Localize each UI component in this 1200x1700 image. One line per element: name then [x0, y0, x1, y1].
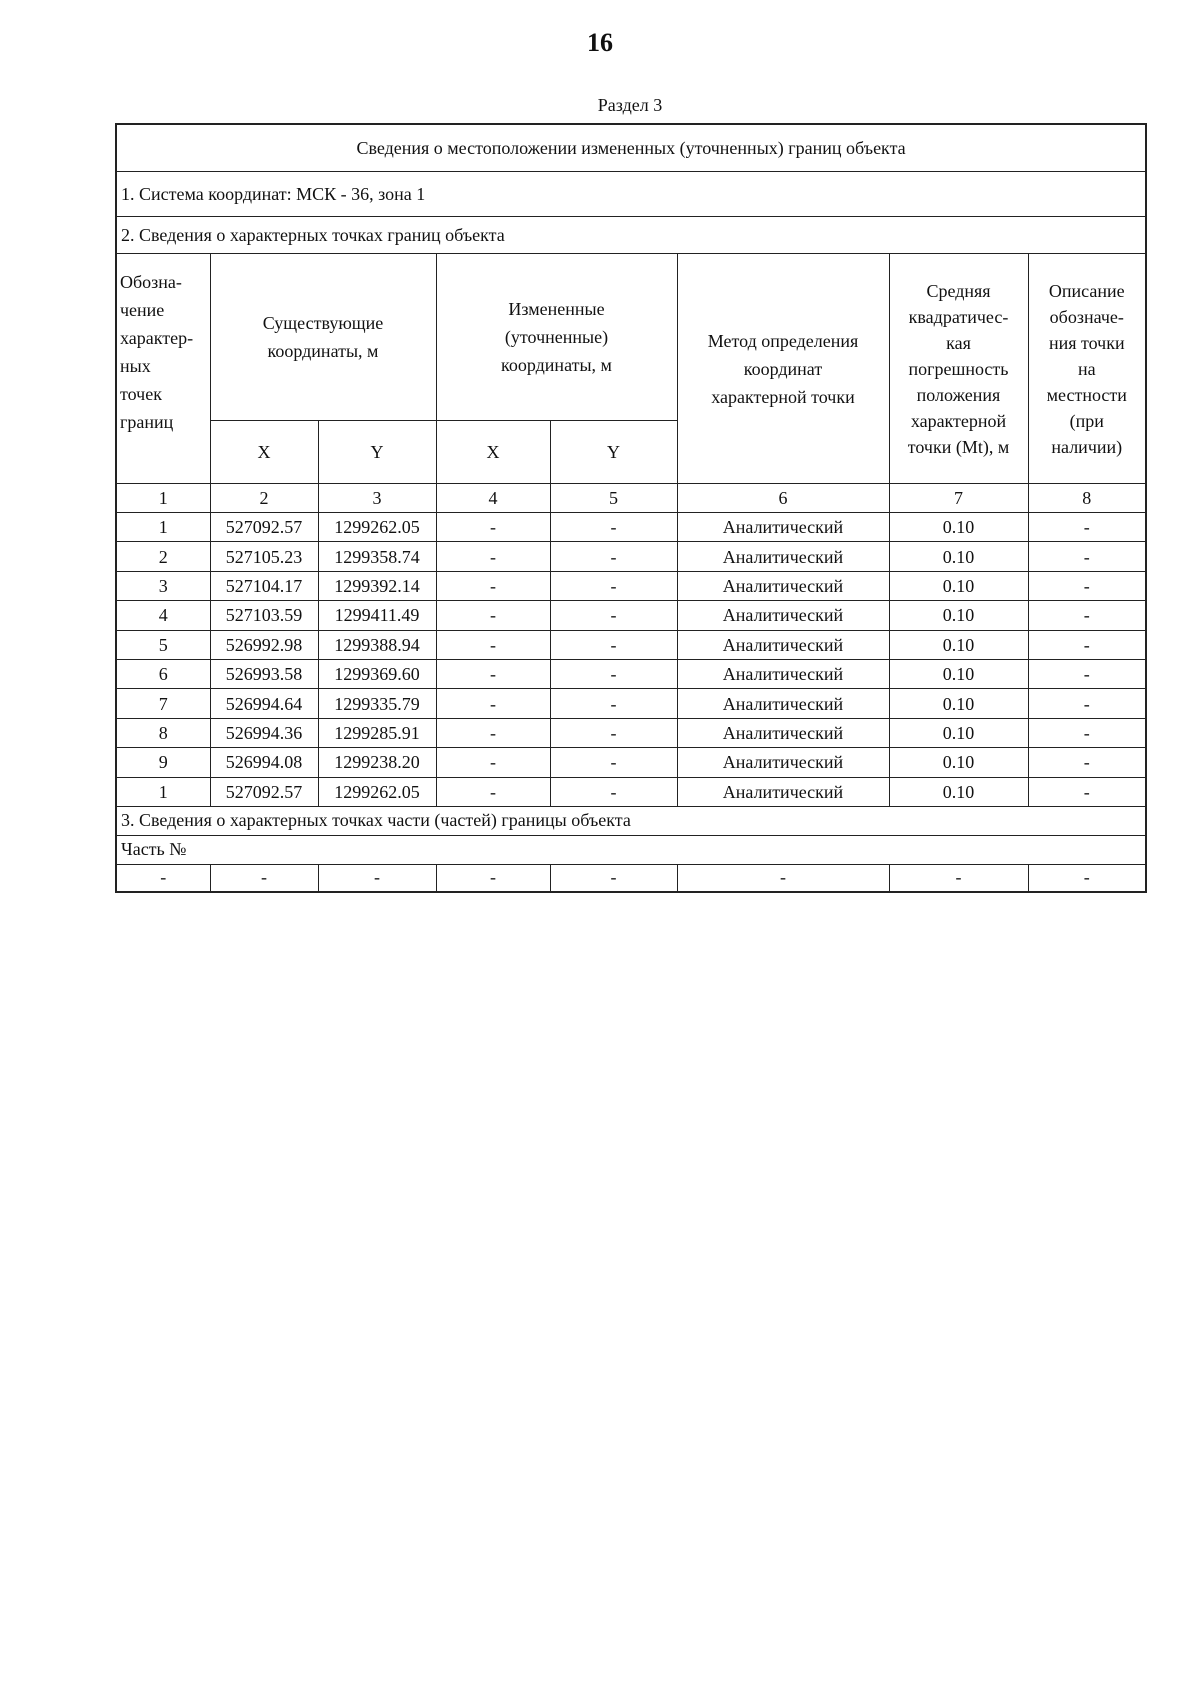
point-number-cell: 2 [116, 542, 210, 571]
changed-y-cell: - [550, 777, 677, 806]
point-number-cell: - [116, 864, 210, 892]
table-row [116, 748, 1146, 777]
method-cell: - [677, 864, 889, 892]
column-number-row [116, 484, 1146, 513]
column-number: 6 [677, 484, 889, 513]
point-description-cell: - [1028, 748, 1146, 777]
existing-x-cell: 527103.59 [210, 601, 318, 630]
part-label: Часть № [116, 835, 1146, 864]
existing-x-cell: 527105.23 [210, 542, 318, 571]
existing-y-cell: 1299411.49 [318, 601, 436, 630]
existing-y-cell: 1299262.05 [318, 513, 436, 542]
changed-x-cell: - [436, 513, 550, 542]
mean-square-error-cell: - [889, 864, 1028, 892]
table-row [116, 571, 1146, 600]
mean-square-error-cell: 0.10 [889, 542, 1028, 571]
changed-y-cell: - [550, 542, 677, 571]
part-rows [116, 864, 1146, 892]
point-description-cell: - [1028, 571, 1146, 600]
header-existing-coordinates: Существующие координаты, м [210, 254, 436, 421]
mean-square-error-cell: 0.10 [889, 777, 1028, 806]
part-table-row [116, 864, 1146, 892]
column-number: 4 [436, 484, 550, 513]
changed-y-cell: - [550, 513, 677, 542]
changed-x-cell: - [436, 689, 550, 718]
table-row [116, 659, 1146, 688]
point-description-cell: - [1028, 864, 1146, 892]
data-rows [116, 513, 1146, 807]
mean-square-error-cell: 0.10 [889, 601, 1028, 630]
changed-y-cell: - [550, 630, 677, 659]
changed-y-cell: - [550, 659, 677, 688]
column-number: 1 [116, 484, 210, 513]
table-row [116, 542, 1146, 571]
column-number: 2 [210, 484, 318, 513]
existing-x-cell: 527092.57 [210, 513, 318, 542]
header-existing-y: Y [318, 421, 436, 484]
existing-y-cell: 1299262.05 [318, 777, 436, 806]
method-cell: Аналитический [677, 513, 889, 542]
header-changed-x: X [436, 421, 550, 484]
changed-x-cell: - [436, 630, 550, 659]
changed-y-cell: - [550, 601, 677, 630]
changed-x-cell: - [436, 718, 550, 747]
existing-y-cell: 1299388.94 [318, 630, 436, 659]
section-label: Раздел 3 [597, 95, 663, 115]
point-number-cell: 8 [116, 718, 210, 747]
changed-x-cell: - [436, 542, 550, 571]
existing-x-cell: 526993.58 [210, 659, 318, 688]
point-number-cell: 1 [116, 777, 210, 806]
existing-x-cell: 526992.98 [210, 630, 318, 659]
point-number-cell: 4 [116, 601, 210, 630]
existing-x-cell: - [210, 864, 318, 892]
header-point-designation: Обозна- чение характер- ных точек границ [116, 254, 210, 484]
point-number-cell: 7 [116, 689, 210, 718]
changed-x-cell: - [436, 659, 550, 688]
point-description-cell: - [1028, 630, 1146, 659]
existing-x-cell: 526994.08 [210, 748, 318, 777]
changed-x-cell: - [436, 571, 550, 600]
boundary-points-table [115, 123, 1147, 893]
existing-x-cell: 526994.36 [210, 718, 318, 747]
column-number: 7 [889, 484, 1028, 513]
mean-square-error-cell: 0.10 [889, 513, 1028, 542]
page-number: 16 [587, 28, 613, 57]
changed-y-cell: - [550, 689, 677, 718]
point-description-cell: - [1028, 689, 1146, 718]
changed-y-cell: - [550, 864, 677, 892]
existing-y-cell: 1299392.14 [318, 571, 436, 600]
table-row [116, 777, 1146, 806]
method-cell: Аналитический [677, 601, 889, 630]
header-description: Описание обозначе- ния точки на местности (при наличии) [1028, 254, 1146, 484]
method-cell: Аналитический [677, 630, 889, 659]
column-number: 8 [1028, 484, 1146, 513]
changed-y-cell: - [550, 748, 677, 777]
existing-y-cell: 1299285.91 [318, 718, 436, 747]
header-changed-y: Y [550, 421, 677, 484]
mean-square-error-cell: 0.10 [889, 689, 1028, 718]
mean-square-error-cell: 0.10 [889, 571, 1028, 600]
column-number: 5 [550, 484, 677, 513]
existing-x-cell: 527104.17 [210, 571, 318, 600]
changed-x-cell: - [436, 748, 550, 777]
table-row [116, 630, 1146, 659]
changed-x-cell: - [436, 777, 550, 806]
changed-y-cell: - [550, 718, 677, 747]
existing-y-cell: - [318, 864, 436, 892]
mean-square-error-cell: 0.10 [889, 630, 1028, 659]
point-description-cell: - [1028, 777, 1146, 806]
parts-heading: 3. Сведения о характерных точках части (частей) границы объекта [116, 806, 1146, 835]
point-description-cell: - [1028, 513, 1146, 542]
changed-x-cell: - [436, 601, 550, 630]
point-number-cell: 1 [116, 513, 210, 542]
header-error: Средняя квадратичес- кая погрешность положения характерной точки (Mt), м [889, 254, 1028, 484]
method-cell: Аналитический [677, 659, 889, 688]
existing-y-cell: 1299238.20 [318, 748, 436, 777]
existing-x-cell: 527092.57 [210, 777, 318, 806]
coordinate-system: 1. Система координат: МСК - 36, зона 1 [116, 172, 1146, 217]
mean-square-error-cell: 0.10 [889, 659, 1028, 688]
method-cell: Аналитический [677, 571, 889, 600]
point-number-cell: 3 [116, 571, 210, 600]
column-number: 3 [318, 484, 436, 513]
table-row [116, 689, 1146, 718]
header-existing-x: X [210, 421, 318, 484]
method-cell: Аналитический [677, 689, 889, 718]
mean-square-error-cell: 0.10 [889, 748, 1028, 777]
header-method: Метод определения координат характерной точки [677, 254, 889, 484]
existing-y-cell: 1299335.79 [318, 689, 436, 718]
points-heading: 2. Сведения о характерных точках границ объекта [116, 217, 1146, 254]
existing-x-cell: 526994.64 [210, 689, 318, 718]
point-description-cell: - [1028, 542, 1146, 571]
table-row [116, 513, 1146, 542]
header-changed-coordinates: Измененные (уточненные) координаты, м [436, 254, 677, 421]
point-number-cell: 6 [116, 659, 210, 688]
point-description-cell: - [1028, 718, 1146, 747]
table-row [116, 601, 1146, 630]
mean-square-error-cell: 0.10 [889, 718, 1028, 747]
changed-y-cell: - [550, 571, 677, 600]
method-cell: Аналитический [677, 542, 889, 571]
existing-y-cell: 1299358.74 [318, 542, 436, 571]
existing-y-cell: 1299369.60 [318, 659, 436, 688]
point-number-cell: 5 [116, 630, 210, 659]
point-number-cell: 9 [116, 748, 210, 777]
changed-x-cell: - [436, 864, 550, 892]
method-cell: Аналитический [677, 748, 889, 777]
method-cell: Аналитический [677, 718, 889, 747]
point-description-cell: - [1028, 601, 1146, 630]
table-title: Сведения о местоположении измененных (уточненных) границ объекта [116, 124, 1146, 172]
method-cell: Аналитический [677, 777, 889, 806]
point-description-cell: - [1028, 659, 1146, 688]
table-row [116, 718, 1146, 747]
